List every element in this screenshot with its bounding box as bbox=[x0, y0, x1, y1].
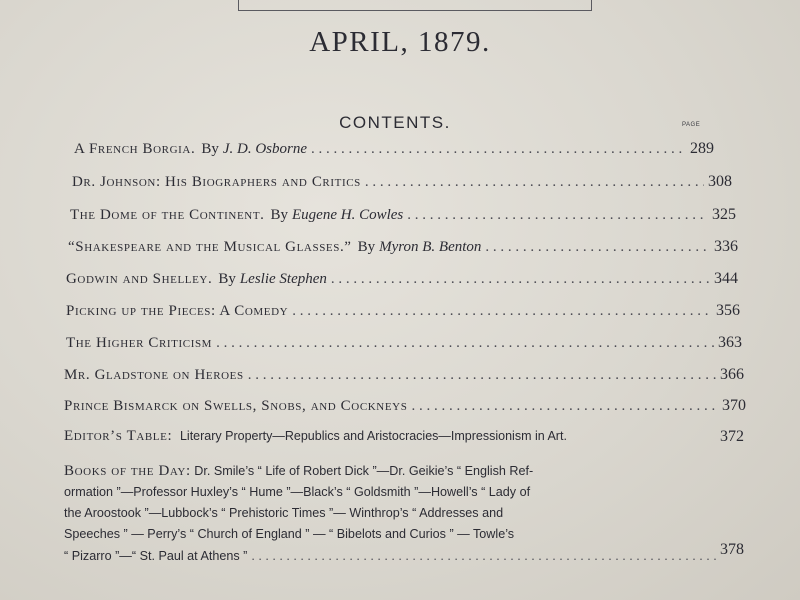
contents-entry bbox=[66, 270, 738, 288]
entry-title: The Higher Criticism bbox=[66, 335, 213, 351]
entry-by: By bbox=[201, 141, 219, 157]
entry-page-number: 370 bbox=[722, 397, 746, 414]
books-of-the-day-entry bbox=[64, 461, 744, 567]
dot-leader bbox=[216, 335, 714, 352]
entry-title: Prince Bismarck on Swells, Snobs, and Cockneys bbox=[64, 398, 408, 414]
books-page-number: 378 bbox=[720, 541, 744, 558]
dot-leader bbox=[411, 398, 718, 415]
contents-entry bbox=[64, 397, 746, 415]
entry-page-number: 308 bbox=[708, 173, 732, 190]
books-line-3: the Aroostook ”—Lubbock’s “ Prehistoric Times ”— Winthrop’s “ Addresses and bbox=[64, 506, 504, 520]
dot-leader bbox=[248, 367, 716, 384]
books-line-5 bbox=[64, 541, 744, 567]
issue-date: APRIL, 1879. bbox=[309, 26, 491, 58]
page-column-label: PAGE bbox=[682, 122, 701, 128]
contents-entry bbox=[66, 302, 740, 320]
books-line-1-text: Dr. Smile’s “ Life of Robert Dick ”—Dr. Geikie’s “ English Ref- bbox=[194, 464, 534, 478]
books-line-2: ormation ”—Professor Huxley’s “ Hume ”—Black’s “ Goldsmith ”—Howell’s “ Lady of bbox=[64, 485, 531, 499]
entry-page-number: 363 bbox=[718, 334, 742, 351]
editors-table-title: Editor’s Table: bbox=[64, 428, 173, 444]
entry-author: Eugene H. Cowles bbox=[292, 207, 404, 223]
contents-entry bbox=[72, 173, 732, 191]
entry-author: Leslie Stephen bbox=[239, 271, 327, 287]
editors-table-page-number: 372 bbox=[720, 428, 744, 445]
contents-entry bbox=[66, 334, 742, 352]
contents-entry bbox=[64, 366, 744, 384]
dot-leader bbox=[365, 174, 704, 191]
entry-page-number: 336 bbox=[714, 238, 738, 255]
entry-title: Dr. Johnson: His Biographers and Critics bbox=[72, 174, 361, 190]
dot-leader bbox=[485, 239, 710, 256]
dot-leader bbox=[331, 271, 710, 288]
entry-by: By bbox=[218, 271, 236, 287]
contents-entry bbox=[74, 140, 714, 158]
dot-leader bbox=[407, 207, 708, 224]
editors-table-entry bbox=[64, 428, 744, 445]
editors-table-description: Literary Property—Republics and Aristocracies—Impressionism in Art. bbox=[179, 429, 567, 443]
dot-leader bbox=[311, 141, 686, 158]
entry-title: “Shakespeare and the Musical Glasses.” bbox=[68, 239, 352, 255]
books-of-the-day-title: Books of the Day: bbox=[64, 463, 191, 479]
entry-by: By bbox=[270, 207, 289, 223]
entry-page-number: 356 bbox=[716, 302, 740, 319]
entry-author: J. D. Osborne bbox=[222, 141, 307, 157]
books-line-1 bbox=[64, 461, 734, 482]
entry-page-number: 344 bbox=[714, 270, 738, 287]
entry-title: Picking up the Pieces: A Comedy bbox=[66, 303, 289, 319]
entry-page-number: 289 bbox=[690, 140, 714, 157]
entry-title: A French Borgia. bbox=[74, 141, 196, 157]
dot-leader bbox=[251, 546, 716, 567]
entry-page-number: 366 bbox=[720, 366, 744, 383]
contents-entry bbox=[70, 206, 736, 224]
dot-leader bbox=[292, 303, 712, 320]
entry-author: Myron B. Benton bbox=[379, 239, 482, 255]
entry-page-number: 325 bbox=[712, 206, 736, 223]
entry-by: By bbox=[357, 239, 376, 255]
entry-title: The Dome of the Continent. bbox=[70, 207, 265, 223]
contents-heading: CONTENTS. bbox=[339, 113, 451, 132]
books-line-4: Speeches ” — Perry’s “ Church of England ” — “ Bibelots and Curios ” — Towle’s bbox=[64, 527, 515, 541]
entry-title: Godwin and Shelley. bbox=[66, 271, 213, 287]
books-line-5-text: “ Pizarro ”—“ St. Paul at Athens ” bbox=[64, 549, 248, 563]
entry-title: Mr. Gladstone on Heroes bbox=[64, 367, 244, 383]
contents-entry bbox=[68, 238, 738, 256]
